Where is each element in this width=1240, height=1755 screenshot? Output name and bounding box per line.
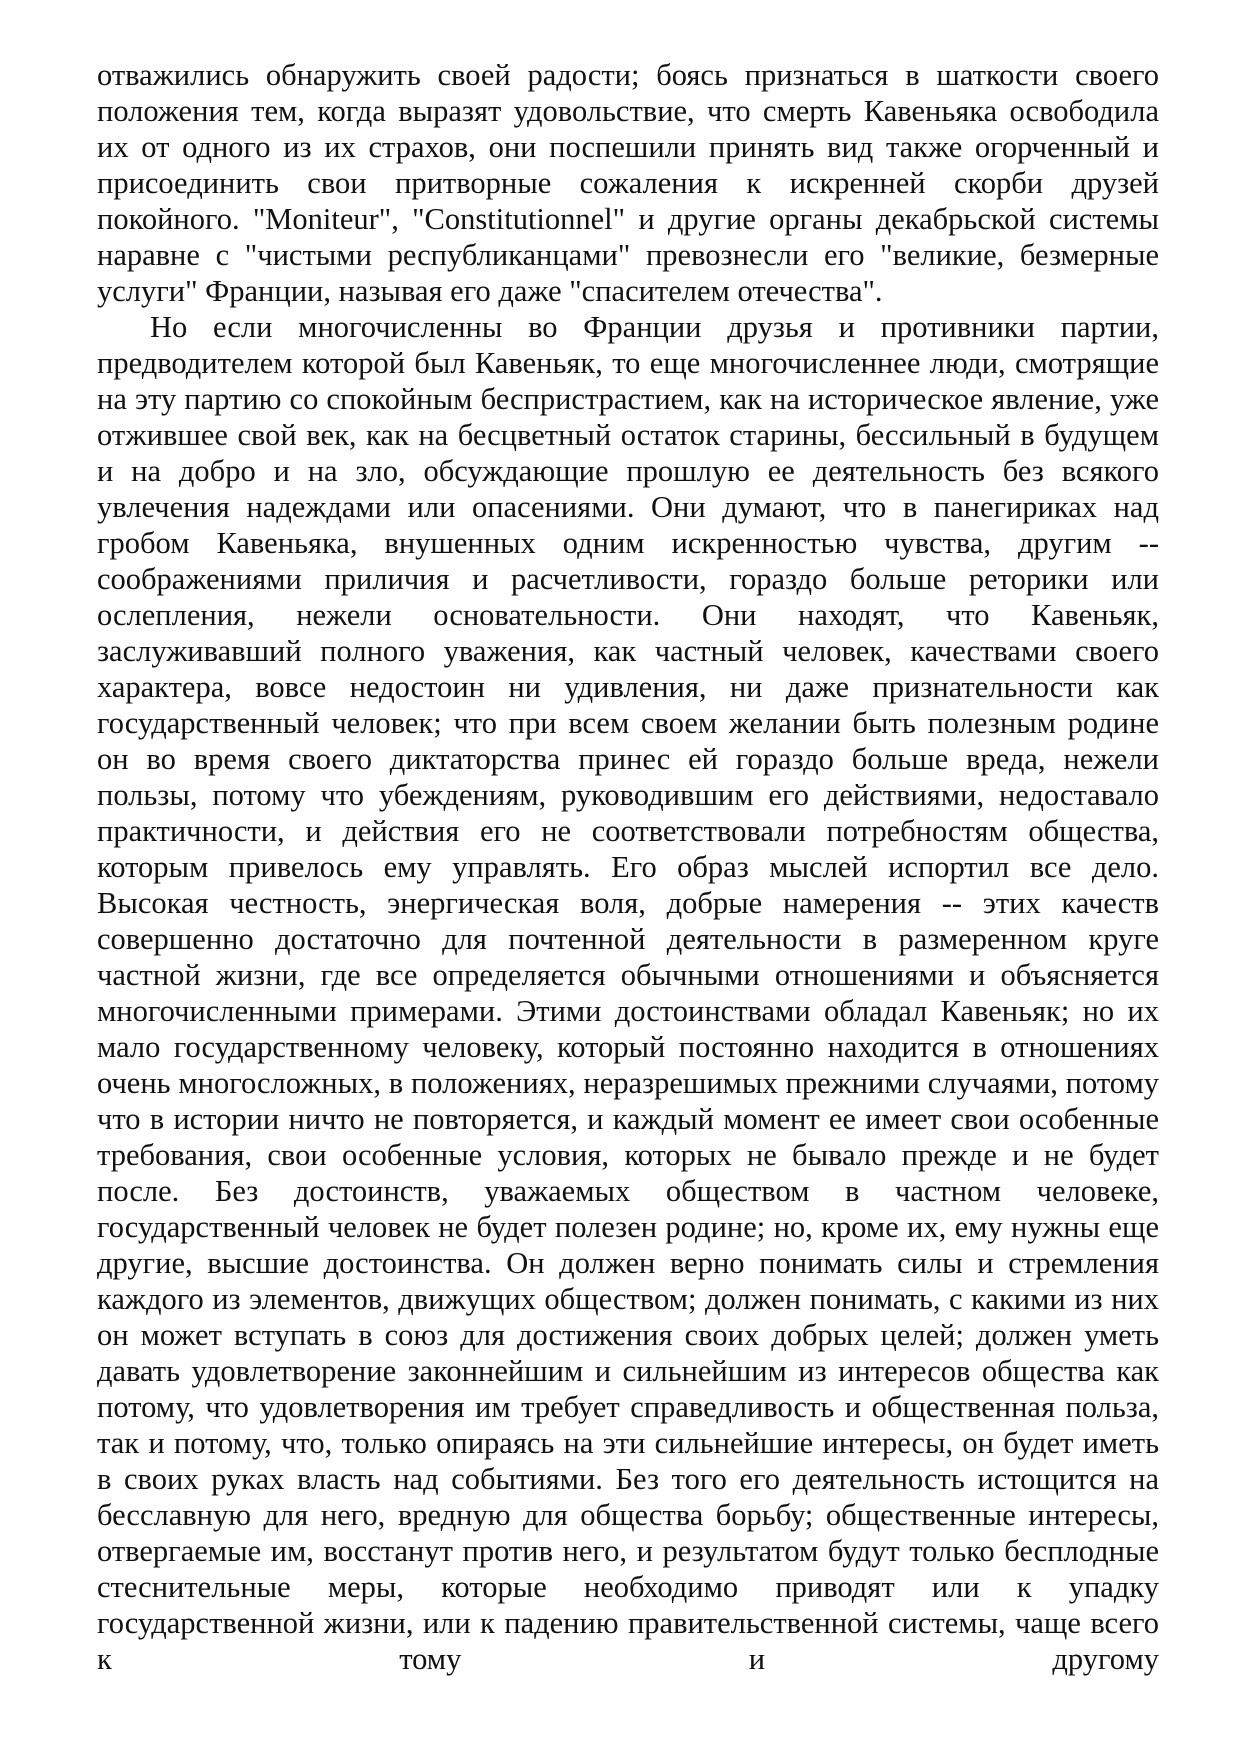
document-page [97, 57, 1159, 1677]
paragraph-2: Но если многочисленны во Франции друзья и противники партии, предводителем которой был Кавеньяк, то еще многочисленнее люди, смотрящие на эту партию со спокойным беспристрастием, как на историческое явление, уже отжившее свой век, как на бесцветный остаток старины, бессильный в будущем и на добро и на зло, обсуждающие прошлую ее деятельность без всякого увлечения надеждами или опасениями. Они думают, что в панегириках над гробом Кавеньяка, внушенных одним искренностью чувства, другим -- соображениями приличия и расчетливости, гораздо больше реторики или ослепления, нежели основательности. Они находят, что Кавеньяк, заслуживавший полного уважения, как частный человек, качествами своего характера, вовсе недостоин ни удивления, ни даже признательности как государственный человек; что при всем своем желании быть полезным родине он во время своего диктаторства принес ей гораздо больше вреда, нежели пользы, потому что убеждениям, руководившим его действиями, недоставало практичности, и действия его не соответствовали потребностям общества, которым привелось ему управлять. Его образ мыслей испортил все дело. Высокая честность, энергическая воля, добрые намерения -- этих качеств совершенно достаточно для почтенной деятельности в размеренном круге частной жизни, где все определяется обычными отношениями и объясняется многочисленными примерами. Этими достоинствами обладал Кавеньяк; но их мало государственному человеку, который постоянно находится в отношениях очень многосложных, в положениях, неразрешимых прежними случаями, потому что в истории ничто не повторяется, и каждый момент ее имеет свои особенные требования, свои особенные условия, которых не бывало прежде и не будет после. Без достоинств, уважаемых обществом в частном человеке, государственный человек не будет полезен родине; но, кроме их, ему нужны еще другие, высшие достоинства. Он должен верно понимать силы и стремления каждого из элементов, движущих обществом; должен понимать, с какими из них он может вступать в союз для достижения своих добрых целей; должен уметь давать удовлетворение законнейшим и сильнейшим из интересов общества как потому, что удовлетворения им требует справедливость и общественная польза, так и потому, что, только опираясь на эти сильнейшие интересы, он будет иметь в своих руках власть над событиями. Без того его деятельность истощится на бесславную для него, вредную для общества борьбу; общественные интересы, отвергаемые им, восстанут против него, и результатом будут только бесплодные стеснительные меры, которые необходимо приводят или к упадку государственной жизни, или к падению правительственной системы, чаще всего к тому и другому [97, 310, 1159, 1676]
paragraph-1: отважились обнаружить своей радости; боясь признаться в шаткости своего положения тем, когда выразят удовольствие, что смерть Кавеньяка освободила их от одного из их страхов, они поспешили принять вид также огорченный и присоединить свои притворные сожаления к искренней скорби друзей покойного. "Moniteur", "Constitutionnel" и другие органы декабрьской системы наравне с "чистыми республиканцами" превознесли его "великие, безмерные услуги" Франции, называя его даже "спасителем отечества". [97, 58, 1159, 308]
